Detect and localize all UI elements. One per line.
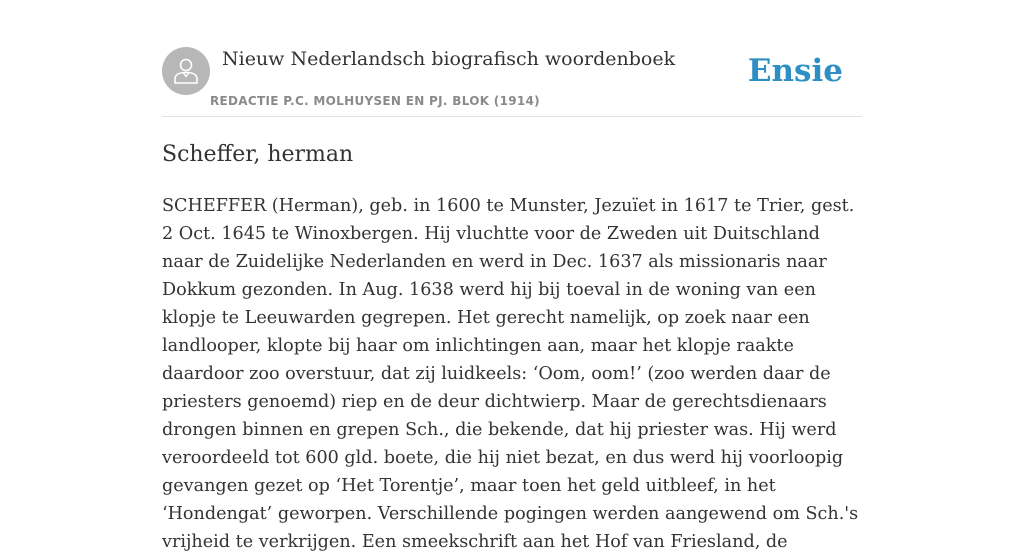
user-icon: [174, 58, 198, 84]
book-title-link[interactable]: Nieuw Nederlandsch biografisch woordenboek: [222, 48, 676, 70]
entry-body: SCHEFFER (Herman), geb. in 1600 te Munster, Jezuïet in 1617 te Trier, gest. 2 Oct. 1645 te Winoxbergen. Hij vluchtte voor de Zweden uit Duitschland naar de Zuidelijke Nederlanden en werd in Dec. 1637 als missionaris naar Dokkum gezonden. In Aug. 1638 werd hij bij toeval in de woning van een klopje te Leeuwarden gegrepen. Het gerecht namelijk, op zoek naar een landlooper, klopte bij haar om inlichtingen aan, maar het klopje raakte daardoor zoo overstuur, dat zij luidkeels: ‘Oom, oom!’ (zoo werden daar de priesters genoemd) riep en de deur dichtwierp. Maar de gerechtsdienaars drongen binnen en grepen Sch., die bekende, dat hij priester was. Hij werd veroordeeld tot 600 gld. boete, die hij niet bezat, en dus werd hij voorloopig gevangen gezet op ‘Het Torentje’, maar toen het geld uitbleef, in het ‘Hondengat’ geworpen. Verschillende pogingen werden aangewend om Sch.'s vrijheid te verkrijgen. Een smeekschrift aan het Hof van Friesland, de: [162, 196, 859, 552]
entry-title: Scheffer, herman: [162, 142, 354, 167]
editors-label: REDACTIE P.C. MOLHUYSEN EN PJ. BLOK (1914): [210, 94, 540, 108]
source-header: [162, 47, 862, 117]
ensie-logo[interactable]: Ensie: [747, 53, 843, 89]
avatar: [162, 47, 210, 95]
